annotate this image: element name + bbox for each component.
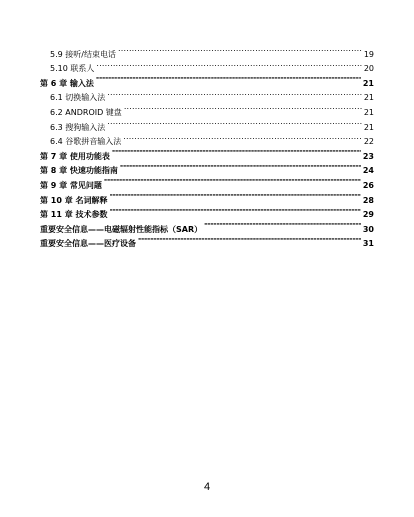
dot-leader	[124, 100, 362, 115]
dash-leader	[138, 232, 361, 247]
toc-entry-label: 6.4 谷歌拼音输入法	[50, 137, 122, 147]
toc-entry-page: 31	[362, 239, 374, 249]
toc-entry-label: 第 6 章 输入法	[40, 78, 94, 88]
dot-leader	[107, 115, 362, 130]
toc-entry-page: 19	[363, 49, 374, 59]
toc-entry-page: 22	[363, 137, 374, 147]
toc-entry-page: 21	[363, 107, 374, 117]
dash-leader	[96, 71, 361, 86]
toc-entry-label: 6.3 搜狗输入法	[50, 122, 106, 132]
dash-leader	[112, 144, 361, 159]
page-number: 4	[203, 481, 211, 493]
toc-entry-5-9[interactable]	[40, 42, 374, 57]
toc-entry-label: 第 10 章 名词解释	[40, 195, 108, 205]
dot-leader	[123, 130, 362, 145]
toc-entry-label: 重要安全信息——电磁辐射性能指标（SAR）	[40, 224, 203, 234]
toc-entry-label: 第 9 章 常见问题	[40, 180, 102, 190]
dot-leader	[96, 57, 361, 72]
dash-leader	[110, 203, 361, 218]
toc-entry-page: 28	[362, 195, 374, 205]
toc-entry-page: 23	[362, 151, 374, 161]
toc-entry-page: 30	[362, 224, 374, 234]
dot-leader	[118, 42, 362, 57]
toc-entry-page: 21	[362, 78, 374, 88]
toc-entry-label: 5.10 联系人	[50, 64, 95, 74]
toc-entry-label: 6.2 ANDROID 键盘	[50, 107, 122, 117]
table-of-contents	[40, 42, 374, 249]
toc-entry-label: 5.9 接听/结束电话	[50, 49, 116, 59]
toc-entry-label: 6.1 切换输入法	[50, 93, 106, 103]
dash-leader	[120, 159, 361, 174]
toc-entry-label: 第 7 章 使用功能表	[40, 151, 110, 161]
toc-entry-label: 重要安全信息——医疗设备	[40, 239, 136, 249]
dot-leader	[107, 86, 362, 101]
toc-entry-page: 21	[363, 93, 374, 103]
toc-entry-page: 20	[363, 64, 374, 74]
toc-entry-page: 21	[363, 122, 374, 132]
toc-entry-label: 第 11 章 技术参数	[40, 210, 108, 220]
dash-leader	[110, 188, 361, 203]
toc-entry-page: 29	[362, 210, 374, 220]
toc-entry-page: 24	[362, 166, 374, 176]
toc-entry-label: 第 8 章 快速功能指南	[40, 166, 118, 176]
dash-leader	[104, 173, 361, 188]
dash-leader	[204, 217, 361, 232]
toc-entry-page: 26	[362, 180, 374, 190]
